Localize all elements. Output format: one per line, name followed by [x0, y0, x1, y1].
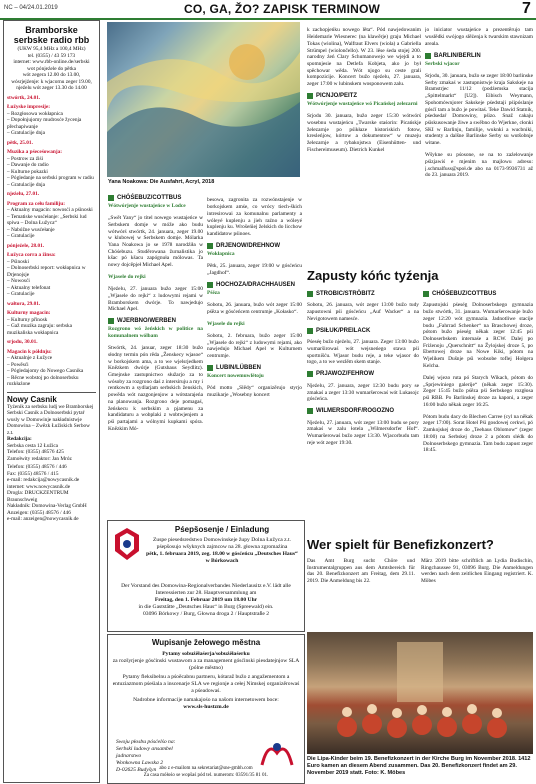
- radio-day: stwórtk, 24.01. Łužyske impresije: – Rozgłosowa wokłapnica – Dopołnjujomy mudrosće žycenja přechapiwanje – Gratulacije dnja: [7, 94, 82, 136]
- radio-day: wałtora, 29.01. Kulturny magacin: – Kulturny přinosk – Gaž muzika zagraju: serbska muzikaliska wokłapnica: [7, 300, 73, 336]
- radio-day: pónjeźele, 28.01. Łužyca corra a žinsa: – Pśinoski – Dolnoserbski report: wokłapnica w Drjenojsje – Nowosći – Aktualny telefonat – Gratulacije: [7, 242, 86, 297]
- nowy-casnik-imprint: Nowy Casnik Tyźenik za serbsku ludj we Bramborskej Serbski Casnik a Dolnoserbski pytaŕ wusly w Domowinje nakładnistwje Domowina – Zwězk Łužiskich Serbow z.t. Redakcija: Serbska cesta 12 Łužica Telefon: (0355) 48576 425 Zamołwity redaktor: Jan Mróz Telefon: (0355) 48576 / 446 Fax: (0355) 48576 / 415 e-mail: redakcija@nowycasnik.de internet: www.nowycasnik.de Drogla: DRUCKZENTRUM Braunschweig Nakładnik: Domowina-Verlag GmbH Anzeigen: (0355) 48576 / 446 e-mail: anzeigen@nowycasnik.de: [7, 392, 96, 523]
- artwork-image: [107, 22, 300, 177]
- location-heading: HOCHOZA/DRACHHAUSEN: [207, 282, 302, 288]
- job-ad: [107, 634, 305, 784]
- column-events-4: jo iniciator wustajeńce a prezentěrujo tam wuslědki swójogo slěźenja k twarskim stawnizam areala. BARLIN/BERLIN Serbski wjacor Srjodu, 30. januara, bužo se zeger 18:00 barlinske Serby zmakaś w zastupnistwje kraja Sakskeje na Bramstrjec 11/12 (podźemska stacija „Spittelmarkt“ [U2]). Eibisch Weymann, Spohomównjorer Sakskeje pśedstaji pśipóslanje gósćí tam a bužo je powitaś. Teke Dawid Statnik, pśedsedaŕ Domowiny, pśizo. Snaž cakaju pśiskusowanje žiwe a swěbno do Wjerkne, cłonki SKI w Barlinju, familije, wuknki a wucbniki, studenty a dalšne Barlinske Serby su wutšobnje witane. Wšykne su pśosone, se na to zaźelowanje pśizjawiś e mjenim na majlowu adresu: j.schmalfuss@społ.de abo na 0173-9936731 až do 23. januara 2019.: [425, 27, 533, 179]
- ad-title: Wupisanje žełowego městna: [151, 638, 261, 647]
- zapusty-column-2: CHÓŚEBUZ/COTTBUS Zapustojski pśeség Dolnoserbskego gymnazia bužo stwórtk, 31. januara. Wumaršerowanje bužo zeger 12:20 wót gymnazia. Jadnotliwe stacije budu „Fahrrad Schenker“ na Braschowej droze, pótom bužo pśeség někak zeger 12:45 pśi Dolnoserbskem internaśe a RCW. Dalej po Friźenoju „Querschnitt“ na Žylojskej droze 5, po Ebertowej droze na Nowe Kiki, pótom na Wjelikem Dušnje pśi wobsobe toflej Hołgera Kelcha. Dalej wjezo ruta pó Starych Wikach, pótom do „Sprjewiniego galerije“ (někak zeger 15:30). Zeger 15:45 bužo pśěza pśi Serbskego rozgłosa pśi RBB. Po Barlinskej droze za kaponi, a zeger 16:00 bužo někak zeger 16:25. Pótom budu dacy do Blechen Carree (cyl na někak zeger 17:00). Sorat Hotel Pśi gosdowej cerkwi, pó Zamkojskej droze do „Teehaus Oblomow“ (zeger 18:00) na Serbskej droze 2 a pótom slédk do Dolnoserbskego gymnazia. Tam budu zapust zeger 18:45.: [423, 291, 533, 454]
- benefiz-text-1: Das Amt Burg sucht Chöre und Instrumentalgruppen aus dem Amtsbereich für das 20. Benefizkonzert am Freitag, dem 29.11. 2019. Die Anmeldung bis 22.: [307, 558, 415, 585]
- ad-contact: abo z e-mailom na sekretariat@sne-gmbh.com Za casa mółośo se wopšaś pód tel. numerom: 03591/35 81 01.: [143, 766, 269, 778]
- artwork-shapes: [107, 22, 300, 177]
- concert-photo: [307, 632, 533, 754]
- square-bullet-icon: [423, 291, 429, 297]
- location-heading: DRJENOW/DREHNOW: [207, 243, 302, 249]
- radio-day: njeźelu, 27.01. Program za cełu familiju: – Aktualny magacin: nowosći a pśinoski – Tematiske wusćełanje: „Serbski lud spiwa – Dolna Łužyca“ – Nabóžne wusćełanje – Gratulacije: [7, 191, 93, 239]
- square-bullet-icon: [207, 282, 213, 288]
- radio-contact: (UKW 95,4 MHz a 100,4 MHz) tel. (0355) / 43 59 173 internet: www.rbb-online.de/serbski wot pónjeźele do pětka wót zegera 12.00 do 13.00, wósrjejźenje: k wjacornu zeger 19.00, njeźelu wót zeger 13.30 do 14.00: [11, 46, 92, 91]
- column-events-1: CHÓŚEBUZ/COTTBUS Wótwórjenje wustajeńce w Lodce „Swět Yany“ jo titel nowego wustajeńce w Serbskem domje w móže ako budu wótwórś stwórtk, 24. januara, zeger 19.00 w klubowej w Serbskem domje. Mólarka Yana Noakowa jo se 1978 narodźiła w Chóśebuzu. Studěrowana žurnalistika jo kšac pó kšacu zapógnuła mólowas. Ta nowy dojcěpjeł Michael Apel. Wjasele do rejki Njeźelu, 27. januara bužo zeger 15:00 „Wjasele do rejki“ z ludowymi rejami w Bramborskem dwórje. To nawjedujo Michael Apel. WJERBNO/WERBEN Rozgrono wó žeńskich w politice na komunalnem wólbam Stwórtk, 24. januar, zeger 18:30 bužo słodny termin pón rěda „Ženskecy wjasoe“ w borkojskem ama, a to we wjelsrjedkem Knězkem dwórje (Gutshaus Seydlitz). Gmejnske zastupnictwo słužarjo za to wósoby za rozgrono daś z intersiruju a my i rentkowm a sydlarjam serbskich ženskich, powěda wót nazgonjenjow a wótstarajeńa na planowanja. Rozgrono deje pomagaś, žeńskecu k serbskim a pjamenu za kandidaturu a wobplaki z wobtwjenjem a pśi partajami a wólnymi kupkami spóra. Knězkim Mó-: [108, 195, 203, 432]
- location-heading: BARLIN/BERLIN: [425, 53, 533, 59]
- radio-program-box: [3, 20, 100, 783]
- photo-caption: Die Lipa-Kinder beim 19. Benefizkonzert in der Kirche Burg im November 2018. 1412 Euro kamen an diesem Abend zusammen. Das 20. Benefizkonzert findet am 29. November 2019 statt. Foto: K. Möbes: [307, 756, 531, 776]
- location-heading: WJERBNO/WERBEN: [108, 318, 203, 324]
- column-events-3: k zachopjeńku nowego lěta“. Pód nawjedowanim Heidemarie Wiesnerec (na klawěrje) graju Michael Tokas (wiolina), Walfraut Elvers (wiola) a Gabriella Strümpel (wiolončello). W 23. lěse śeda stojej 200. narodny źeń Clary Schumanowejo we wjejdi a to spomnjesie na Detlefa Kobjeta, ako jo był spěchowar wěda. Wót njogo su ceste grali kompozicije. Koncert bužo njeźelu, 27. januara, zeger 17:00 w lubinskem wosponowem zalu. PICNJO/PEITZ Wótwórjenje wustajeńce wó Picańskej zelezarni Srjodu 30. januara, bužo zeger 15:30 wótwórś wosebnu wustajeńcu „Twarske staśorin: Picańskje železarnje po pśikłaze historiskich fotow, kresleńjow, kórtow a dokumentow“ w muzeju železarnje a rybakojstwa (Eisenhütten- und Fischereimuseum). Dietrich Kunkel: [307, 27, 421, 153]
- benefiz-headline: Wer spielt für Benefizkonzert?: [307, 537, 494, 552]
- square-bullet-icon: [307, 93, 313, 99]
- ad-title: Pśepšosenje / Einladung: [174, 525, 270, 534]
- column-events-2: besowa, zagronita za rozwónstajenje w borkojskem amśe, co wrócy tiech-škich intresirowai za komunalnu parlamenty a wóleyé kuplenju a jieh raźno a wóleyé kuplenju ku. Wrošeńiej želskich do licchow kandidatow pśinoes. DRJENOW/DREHNOW Wokłapnica Pětk, 25. januara, zeger 19:00 w gósćeńcu „Jagdhof“. HOCHOZA/DRACHHAUSEN Pśěza Sobotu, 26. januara, bužo wót zeger 15:00 pśěza w gósćeńcem centrumje „Kołasko“. Wjasele do rejki Sobotu, 2. februara, bužo zeger 15:00 „Wjasele do rejki“ z ludowymi rejami, ako nawjedujo Michael Apel w Kulturnem centrumje. LUBIN/LÜBBEN Koncert nowemuwlětoju Pód motto „Slědy“ organizěrujo styrjo muzikarje „Wosebny koncert: [207, 197, 302, 398]
- domowina-logo-icon: [114, 527, 140, 561]
- page-title: CO, GA, ŽO? ZAPISK TERMINOW: [184, 2, 381, 16]
- square-bullet-icon: [307, 328, 313, 334]
- ad-body: Pytamy sobuźěłaśerja/sobuźěłaśerku za rozšyrjenje gósćinski wustawom a za management gósćinski piesdatejnjow SLA (pólne městno) Pytamy fleksibelnu a pśoěcabnu partneru, kótaraž bužo z angažementom a entuziazmom pśeśiala a inscenarje SLA we regionje a cełej Nimskej organizěrowaś a pśeadowaś. Nadrobne informacije namakajośo na našom internetowem boce: www.sls-hustzm.de: [112, 651, 300, 710]
- zapusty-column-1: STROBIC/STRÖBITZ Sobotu, 26. januara, wót zeger 13:00 bužo tudy zapustowni pśi gósćeńcu „Auf Wacker“ a na Nevigotowem namesće. PSIŁUK/PREILACK Pśeséę bužo njeźelu, 27. januara. Zeger 13:00 bužo wumarširowaś wót wejsneńego stawa pśi sportnišću. Wjasor budu reje, a teke wjasor do togo, a to we wezlěm skem stanje. PRJAWOZ/FEHROW Njeźelu, 27. januara, zeger 12:30 budu pory se zmakaś a zeger 13:30 wumaršerowaś wót Lukasojc gósćeńca. WILMERSDORF/ROGOZNO Njeźelu, 27. januara, wót zeger 13:00 budu se pory zmakaś w zalu łotela „Wilmersdorfer Hof“. Wumaršerowaś bužo zeger 13:30. Wjacorbudu tam reje wót zeger 19:30.: [307, 291, 419, 446]
- square-bullet-icon: [425, 53, 431, 59]
- square-bullet-icon: [108, 318, 114, 324]
- zapusty-headline: Zapusty kóńc tyźenja: [307, 268, 439, 283]
- square-bullet-icon: [207, 243, 213, 249]
- invitation-ad: [107, 520, 305, 632]
- location-heading: PICNJO/PEITZ: [307, 93, 421, 99]
- ad-address: Swoju płosbu pósćelśo na: Serbski ludowy ansambel jadnarstwo Wonkowna Lawska 2 D-02625 Budyšyn: [116, 739, 176, 773]
- page-number: 7: [522, 0, 531, 17]
- benefiz-text-2: März 2019 bitte schriftlich an Lydia Budischin, Ringchaussee 91, 03096 Burg. Die Anmeldungen werden nach dem zeitlichen Eingang registriert. K. Möbes: [421, 558, 533, 585]
- radio-title: Bramborske serbske radio rbb: [13, 25, 90, 45]
- radio-day: srjodu, 30.01. Magacin k półdnju: – Aktualnje z Łužyce – Powěsći – Pógledajomy do Nowego Casnika – Rěcne wobstoj po dolnoserbsku rozkłaźone: [7, 339, 84, 387]
- ad-text-sorbian: Zuspe piesedsredstwo Domowinskeje župy Dolna Łužyca z.t. pśepšosujo wšyknych zajmcow na 28. głowna zgromaźina pětk, 1. februara 2019, zeg. 18.00 w gósćeńcu „Deutsches Haus“ w Bórkowach: [146, 537, 298, 564]
- square-bullet-icon: [307, 408, 313, 414]
- square-bullet-icon: [207, 365, 213, 371]
- issue-label: NC – 04/24.01.2019: [4, 5, 58, 11]
- square-bullet-icon: [108, 195, 114, 201]
- artwork-caption: Yana Noakowa: Die Ausfahrt, Acryl, 2018: [108, 179, 215, 185]
- square-bullet-icon: [307, 371, 313, 377]
- location-heading: CHÓŚEBUZ/COTTBUS: [108, 195, 203, 201]
- concert-photo-shapes: [307, 632, 533, 754]
- ad-text-german: Der Vorstand des Domowina-Regionalverbandes Niederlausitz e.V. lädt alle Interessierten zur 28. Hauptversammlung am Freitag, den 1. Februar 2019 um 18.00 Uhr in die Gaststätte „Deutsches Haus“ in Burg (Spreewald) ein. 03096 Bórkowy / Burg, Głowna droga 2 / Hauptstraße 2: [121, 583, 291, 617]
- square-bullet-icon: [307, 291, 313, 297]
- location-heading: LUBIN/LÜBBEN: [207, 365, 302, 371]
- radio-day: pětk, 25.01. Muzika a pśeceśowanja: – Postrow za źiśi – Dawanje do radio – Kulturne pokazki – Pógledanje na serbski program w radiu – Gratulacije dnja: [7, 139, 94, 188]
